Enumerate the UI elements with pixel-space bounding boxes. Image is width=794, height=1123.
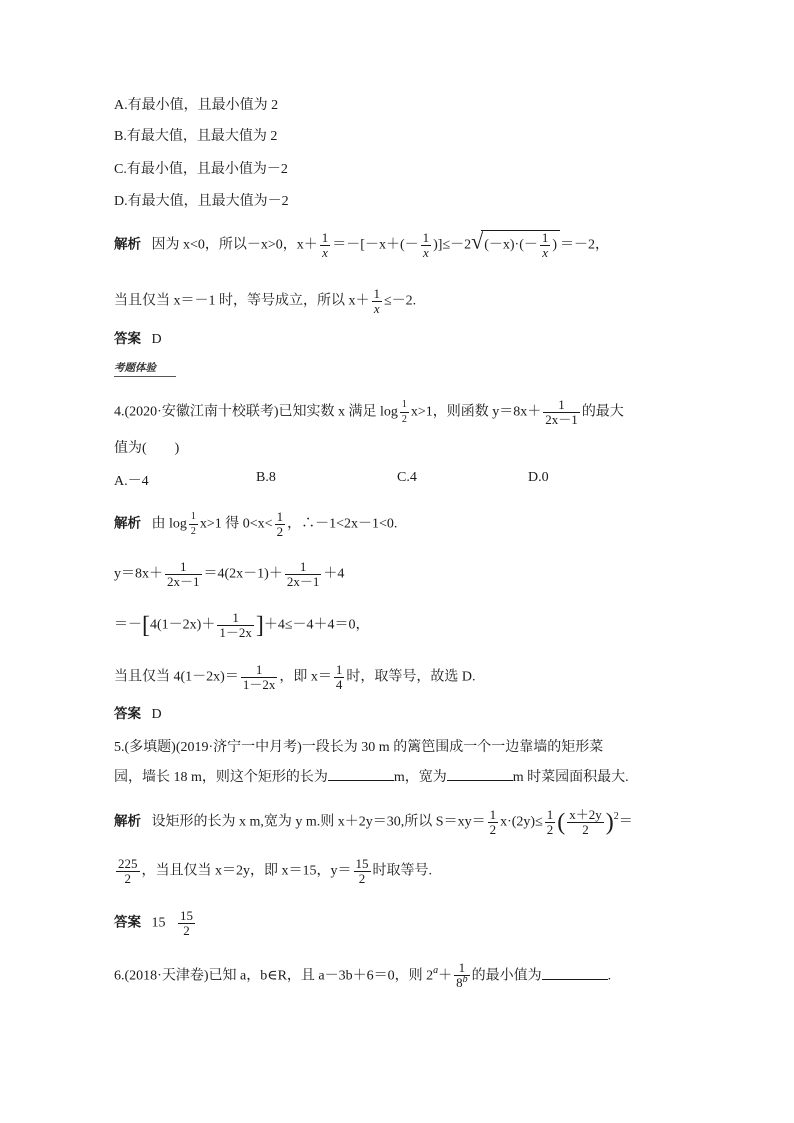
q3-analysis-text: 因为 x<0，所以－x>0，x＋: [151, 237, 318, 253]
q4-stem-line1: [114, 398, 624, 427]
analysis-label: 解析: [114, 236, 141, 253]
q5-analysis-line1: 解析 设矩形的长为 x m,宽为 y m.则 x＋2y＝30,所以 S＝xy＝ $\frac{1}{2}$ x·(2y)≤ $\frac{1}{2}$ ( $\frac{x+2y}{2}$ )$^2$＝: [114, 807, 633, 837]
left-bracket-icon: [: [142, 612, 150, 639]
q4-analysis-text: ，∴－1<2x－1<0.: [287, 516, 398, 532]
q3-analysis-text: ＝－2，: [560, 237, 610, 253]
q4-analysis-text: 由 log: [151, 516, 187, 532]
fraction: $\frac{1}{2}$: [276, 509, 284, 539]
q4-option-b: B.8: [256, 470, 276, 485]
fraction: $\frac{1}{x}$: [422, 230, 430, 260]
q3-answer: [114, 329, 162, 350]
q3-option-d: D.有最大值，且最大值为－2: [114, 194, 289, 209]
q4-option-c: C.4: [397, 470, 417, 485]
q3-option-a: A.有最小值，且最小值为 2: [114, 98, 279, 113]
q4-analysis-text: x>1 得 0<x<: [199, 516, 273, 532]
q3-analysis-line1: [114, 230, 609, 260]
q3-analysis-line2: [114, 287, 416, 316]
q5-stem-line2: 园，墙长 18 m，则这个矩形的长为 m，宽为 m 时菜园面积最大.: [114, 766, 629, 788]
analysis-label: 解析: [114, 515, 141, 532]
q4-stem-line2: 值为( ): [114, 441, 180, 456]
q6-stem: 6.(2018·天津卷)已知 a，b∈R，且 a－3b＋6＝0，则 $2^a+$ $\frac{1}{8^b}$ 的最小值为 .: [114, 960, 612, 990]
answer-blank[interactable]: [328, 766, 394, 781]
answer-value: D: [151, 332, 162, 347]
q5-stem-line1: 5.(多填题)(2019·济宁一中月考)一段长为 30 m 的篱笆围成一个一边靠墙的矩形菜: [114, 740, 604, 755]
q3-option-b: B.有最大值，且最大值为 2: [114, 129, 278, 144]
q4-option-a: A.－4: [114, 474, 149, 489]
q4-stem-text: 4.(2020·安徽江南十校联考)已知实数 x 满足 log: [114, 404, 398, 420]
sqrt-icon: √: [471, 228, 484, 254]
right-bracket-icon: ]: [255, 612, 264, 639]
q4-equation-2: ＝－[4(1－2x)＋ $\frac{1}{1-2x}$ ]＋4≤－4＋4＝0，: [114, 610, 370, 640]
q4-equation-1: y＝8x＋ $\frac{1}{2x-1}$ ＝4(2x－1)＋ $\frac{1}{2x-1}$ ＋4: [114, 559, 345, 589]
q5-analysis-line2: $\frac{225}{2}$ ，当且仅当 x＝2y，即 x＝15，y＝ $\frac{15}{2}$ 时取等号.: [118, 856, 432, 886]
analysis-label: 解析: [114, 813, 141, 830]
sqrt-radicand: (－x)·(－ $\frac{1}{x}$ ): [481, 230, 560, 260]
q4-answer: [114, 704, 162, 725]
answer-value: D: [151, 707, 162, 722]
section-tag: 考题体验: [114, 362, 156, 374]
q3-analysis-text: ＝－[－x＋(－: [332, 237, 419, 253]
answer-label: 答案: [114, 331, 141, 347]
q4-stem-text: 的最大: [581, 404, 624, 420]
fraction: $\frac{1}{2x-1}$: [545, 397, 578, 427]
q3-option-c: C.有最小值，且最小值为－2: [114, 162, 288, 177]
answer-blank[interactable]: [542, 965, 608, 980]
q3-analysis-text: 当且仅当 x＝－1 时，等号成立，所以 x＋: [114, 293, 370, 309]
q4-option-d: D.0: [528, 470, 549, 485]
q4-stem-text: x>1，则函数 y＝8x＋: [410, 404, 542, 420]
q3-analysis-text: ≤－2.: [384, 293, 417, 309]
q4-equation-3: 当且仅当 4(1－2x)＝ $\frac{1}{1-2x}$ ，即 x＝ $\frac{1}{4}$ 时，取等号，故选 D.: [114, 662, 476, 692]
q3-analysis-text: )]≤－2: [433, 237, 472, 253]
section-tag-underline: [114, 376, 176, 377]
q4-analysis-line1: [114, 510, 397, 539]
answer-value: $\frac{15}{2}$: [180, 908, 193, 938]
answer-blank[interactable]: [447, 766, 513, 781]
log-base-fraction: $\frac{1}{2}$: [190, 511, 196, 537]
answer-label: 答案: [114, 706, 141, 722]
q5-answer: [114, 909, 197, 938]
log-base-fraction: $\frac{1}{2}$: [401, 399, 407, 425]
answer-label: 答案: [114, 914, 141, 931]
fraction: $\frac{1}{x}$: [373, 286, 380, 316]
fraction: $\frac{1}{x}$: [321, 230, 329, 260]
answer-value: 15: [151, 915, 166, 931]
